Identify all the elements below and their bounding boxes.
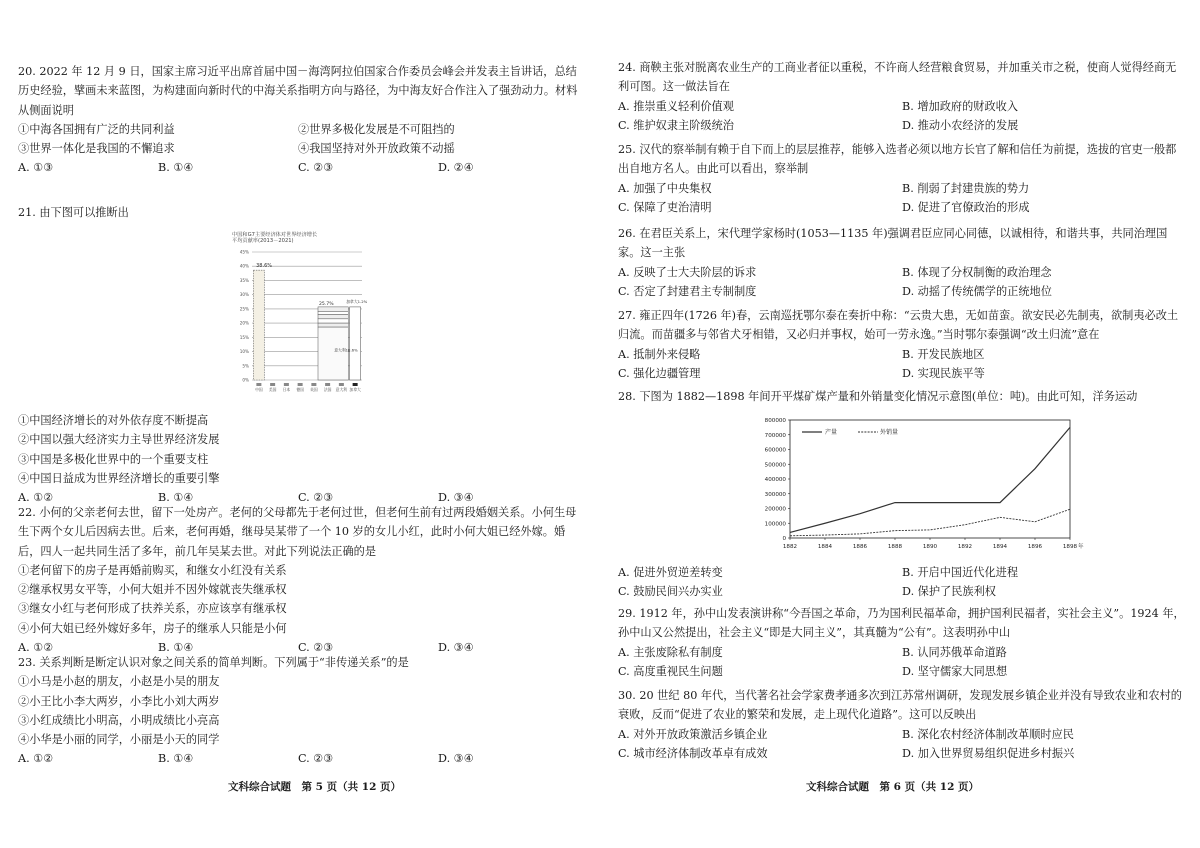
- x-tick-label: 1898: [1062, 544, 1078, 550]
- legend-label: 产量: [825, 429, 838, 436]
- statement-item: ④小华是小丽的同学，小丽是小天的同学: [18, 733, 220, 747]
- answer-option: A. 对外开放政策激活乡镇企业: [618, 727, 768, 741]
- answer-option: B. 深化农村经济体制改革顺时应民: [902, 727, 1074, 741]
- x-tick-label: 美国: [268, 387, 277, 392]
- stacked-segment: [318, 307, 348, 312]
- answer-option: B. ①④: [158, 491, 194, 505]
- y-tick-label: 25%: [239, 306, 249, 312]
- question-23: [18, 653, 578, 769]
- legend-swatch: [325, 383, 330, 386]
- answer-option: C. 高度重视民生问题: [618, 664, 723, 678]
- statement-item: ①中国经济增长的对外依存度不断提高: [18, 414, 209, 427]
- chart-y-ticks: [240, 250, 249, 383]
- answer-option: A. 促进外贸逆差转变: [618, 566, 723, 579]
- stacked-segment: [318, 319, 348, 323]
- question-stem: 30. 20 世纪 80 年代，当代著名社会学家费孝通多次到江苏常州调研，发现发展乡镇企业并没有导致农业和农村的衰败，反而“促进了农业的繁荣和发展，走上现代化道路”。这可以反映出: [618, 689, 1182, 722]
- x-tick-label: 1892: [957, 544, 973, 550]
- legend-swatch: [298, 383, 303, 386]
- answer-option: C. 鼓励民间兴办实业: [618, 585, 723, 599]
- question-28-options: [618, 563, 1186, 602]
- answer-option: A. 推崇重义轻利价值观: [618, 99, 734, 113]
- right-page: [600, 0, 1200, 848]
- chart-y-ticks: [765, 418, 787, 542]
- answer-option: B. ①④: [158, 161, 194, 175]
- question-stem: 20. 2022 年 12 月 9 日，国家主席习近平出席首届中国－海湾阿拉伯国家合作委员会峰会并发表主旨讲话，总结历史经验，擘画未来蓝图，为构建面向新时代的中海关系指明方向与路径，为中海友好合作注入了强劲动力。材料从侧面说明: [18, 65, 578, 117]
- statement-item: ③继女小红与老何形成了扶养关系，亦应该享有继承权: [18, 602, 287, 616]
- answer-option: D. 推动小农经济的发展: [902, 118, 1019, 132]
- x-tick-label: 1882: [782, 544, 798, 550]
- question-22: [18, 503, 578, 657]
- stacked-segment: [318, 323, 348, 327]
- answer-option: C. 强化边疆管理: [618, 366, 701, 380]
- series-line-产量: [790, 427, 1070, 532]
- y-tick-label: 5%: [242, 363, 249, 369]
- statement-item: ②世界多极化发展是不可阻挡的: [298, 122, 455, 136]
- x-tick-label: 1888: [887, 544, 903, 550]
- data-label: 38.6%: [256, 263, 273, 270]
- y-tick-label: 15%: [239, 334, 249, 340]
- statement-list: [18, 120, 578, 159]
- question-stem: 28. 下图为 1882—1898 年间开平煤矿煤产量和外销量变化情况示意图(单位：吨)。由此可知，洋务运动: [618, 390, 1138, 403]
- legend-swatch: [284, 383, 289, 386]
- answer-option: C. 城市经济体制改革卓有成效: [618, 746, 768, 760]
- question-21: [18, 203, 578, 222]
- answer-option: B. ①④: [158, 752, 194, 766]
- legend-swatch: [256, 383, 261, 386]
- question-28: [618, 387, 1186, 406]
- data-label: 意大利18.6%: [334, 347, 358, 353]
- data-label: 25.7%: [319, 301, 334, 307]
- page-footer: 文科综合试题 第 5 页（共 12 页）: [228, 781, 402, 793]
- legend-swatch: [339, 383, 344, 386]
- page-footer: 文科综合试题 第 6 页（共 12 页）: [806, 781, 980, 793]
- x-tick-label: 中国: [255, 387, 263, 392]
- question-stem: 29. 1912 年，孙中山发表演讲称“今吾国之革命，乃为国利民福革命，拥护国利民福者，实社会主义”。1924 年，孙中山又公然提出，社会主义“即是大同主义”，其真髓为“公有”。这表明孙中山: [618, 607, 1185, 640]
- series-line-外销量: [790, 509, 1070, 536]
- question-26: [618, 224, 1186, 301]
- answer-option: D. ③④: [438, 752, 474, 766]
- legend-swatch: [311, 383, 316, 386]
- statement-item: ③世界一体化是我国的不懈追求: [18, 142, 175, 156]
- data-label: 加拿大1.2%: [346, 299, 368, 305]
- answer-option: D. 坚守儒家大同思想: [902, 664, 1008, 678]
- x-tick-label: 1890: [922, 544, 938, 550]
- answer-option: A. ①③: [18, 161, 54, 175]
- question-stem: 26. 在君臣关系上，宋代理学家杨时(1053—1135 年)强调君臣应同心同德，以诚相待，和谐共事，共同治理国家。这一主张: [618, 227, 1168, 260]
- answer-option: C. ②③: [298, 491, 334, 505]
- statement-item: ④小何大姐已经外嫁好多年，房子的继承人只能是小何: [18, 621, 287, 635]
- answer-option: B. ①④: [158, 640, 194, 654]
- legend-swatch: [353, 383, 358, 386]
- answer-options: [618, 643, 1186, 682]
- answer-options: [618, 345, 1186, 384]
- svg-text:平均贡献率(2013－2021): 平均贡献率(2013－2021): [232, 238, 294, 244]
- legend-label: 外销量: [880, 429, 899, 436]
- statement-list: [18, 672, 578, 749]
- statement-item: ④我国坚持对外开放政策不动摇: [298, 142, 455, 156]
- question-stem: 27. 雍正四年(1726 年)春，云南巡抚鄂尔泰在奏折中称：“云贵大患，无如苗蛮。欲安民必先制夷，欲制夷必改土归流。而苗疆多与邻省犬牙相错，又必归并事权，始可一劳永逸。”当时鄂尔泰强调“改土归流”意在: [618, 309, 1179, 342]
- answer-options: [618, 563, 1186, 602]
- x-tick-label: 加拿大: [349, 387, 361, 392]
- answer-option: B. 开启中国近代化进程: [902, 566, 1019, 579]
- question-stem: 21. 由下图可以推断出: [18, 206, 129, 219]
- y-tick-label: 200000: [764, 506, 786, 513]
- statement-item: ③小红成绩比小明高，小明成绩比小亮高: [18, 713, 220, 727]
- answer-option: A. 加强了中央集权: [618, 181, 712, 195]
- answer-options: [618, 263, 1186, 302]
- answer-option: D. 保护了民族利权: [902, 585, 996, 599]
- answer-options: [18, 158, 578, 177]
- statement-item: ②继承权男女平等，小何大姐并不因外嫁就丧失继承权: [18, 583, 287, 597]
- question-stem: 23. 关系判断是断定认识对象之间关系的简单判断。下列属于“非传递关系”的是: [18, 656, 409, 669]
- stacked-segment: [318, 312, 348, 315]
- answer-option: C. 否定了封建君主专制制度: [618, 284, 757, 298]
- x-tick-label: 1884: [817, 544, 833, 550]
- legend-swatch: [270, 383, 275, 386]
- answer-options: [618, 725, 1186, 764]
- chart-legend: [802, 428, 898, 436]
- question-29: [618, 604, 1186, 681]
- question-stem: 25. 汉代的察举制有赖于自下而上的层层推荐，能够入选者必须以地方长官了解和信任为前提，选拔的官吏一般都出自地方名人。由此可以看出，察举制: [618, 143, 1177, 176]
- x-tick-label: 日本: [282, 387, 291, 392]
- statement-item: ②中国以强大经济实力主导世界经济发展: [18, 433, 220, 447]
- bar-加拿大: [350, 307, 361, 380]
- answer-option: D. ②④: [438, 161, 474, 175]
- question-25: [618, 140, 1186, 217]
- answer-option: D. ③④: [438, 640, 474, 654]
- y-tick-label: 0: [782, 536, 786, 542]
- answer-option: D. 加入世界贸易组织促进乡村振兴: [902, 746, 1075, 760]
- answer-option: C. 保障了吏治清明: [618, 200, 712, 214]
- statement-item: ①中海各国拥有广泛的共同利益: [18, 122, 175, 136]
- answer-option: D. ③④: [438, 491, 474, 505]
- chart-x-ticks: [783, 542, 1084, 550]
- answer-option: D. 实现民族平等: [902, 366, 985, 380]
- statement-item: ①老何留下的房子是再婚前购买，和继女小红没有关系: [18, 563, 287, 577]
- y-tick-label: 10%: [239, 349, 249, 355]
- question-21-body: [18, 411, 578, 507]
- y-tick-label: 30%: [239, 292, 249, 298]
- x-tick-label: 德国: [296, 387, 304, 392]
- answer-options: [618, 179, 1186, 218]
- y-tick-label: 600000: [764, 447, 786, 454]
- answer-option: B. 削弱了封建贵族的势力: [902, 181, 1030, 195]
- question-20: [18, 62, 578, 178]
- answer-option: A. ①②: [18, 752, 54, 766]
- answer-option: A. ①②: [18, 491, 54, 505]
- y-tick-label: 700000: [764, 432, 786, 439]
- y-tick-label: 500000: [764, 462, 786, 469]
- chart-x-ticks: [255, 383, 361, 392]
- bar-中国: [253, 270, 264, 380]
- statement-item: ④中国日益成为世界经济增长的重要引擎: [18, 471, 220, 485]
- answer-option: D. 动摇了传统儒学的正统地位: [902, 284, 1052, 298]
- kaiping-coal-line-chart: [740, 410, 1085, 568]
- chart-title: 中国和G7主要经济体对世界经济增长: [232, 232, 318, 238]
- y-tick-label: 0%: [242, 377, 249, 383]
- statement-item: ①小马是小赵的朋友，小赵是小吴的朋友: [18, 675, 220, 689]
- y-tick-label: 45%: [239, 249, 249, 255]
- x-tick-label: 英国: [310, 387, 318, 392]
- answer-option: A. 主张废除私有制度: [618, 645, 723, 659]
- answer-option: B. 体现了分权制衡的政治理念: [902, 265, 1052, 279]
- answer-option: A. 抵制外来侵略: [618, 347, 701, 361]
- answer-option: B. 认同苏俄革命道路: [902, 645, 1007, 659]
- answer-option: B. 增加政府的财政收入: [902, 99, 1019, 113]
- y-tick-label: 35%: [239, 277, 249, 283]
- y-tick-label: 100000: [764, 521, 786, 528]
- plot-frame: [790, 420, 1070, 538]
- chart-series: [790, 427, 1070, 535]
- answer-option: C. ②③: [298, 640, 334, 654]
- answer-option: A. 反映了士大夫阶层的诉求: [618, 265, 757, 279]
- statement-item: ③中国是多极化世界中的一个重要支柱: [18, 452, 209, 466]
- stacked-segment: [318, 327, 348, 380]
- answer-option: D. 促进了官僚政治的形成: [902, 200, 1030, 214]
- stacked-segment: [318, 315, 348, 319]
- x-tick-label: 1894: [992, 544, 1008, 550]
- y-tick-label: 40%: [239, 263, 249, 269]
- answer-options: [618, 97, 1186, 136]
- x-tick-label: 法国: [323, 387, 332, 392]
- question-27: [618, 306, 1186, 383]
- answer-option: C. 维护奴隶主阶级统治: [618, 118, 734, 132]
- y-tick-label: 20%: [239, 320, 249, 326]
- statement-list: [18, 561, 578, 638]
- question-stem: 22. 小何的父亲老何去世，留下一处房产。老何的父母都先于老何过世，但老何生前有过两段婚姻关系。小何生母生下两个女儿后因病去世。后来，老何再婚，继母吴某带了一个 10 岁的女儿小红，此时小何大姐已经外嫁。婚后，四人一起共同生活了多年，前几年吴某去世。对此下列说法正确的是: [18, 506, 577, 558]
- answer-options: [18, 749, 578, 768]
- question-stem: 24. 商鞅主张对脱离农业生产的工商业者征以重税，不许商人经营粮食贸易，并加重关市之税，使商人觉得经商无利可图。这一做法旨在: [618, 61, 1177, 94]
- answer-option: A. ①②: [18, 640, 54, 654]
- question-30: [618, 686, 1186, 763]
- contribution-bar-chart: [230, 230, 370, 400]
- answer-option: B. 开发民族地区: [902, 347, 985, 361]
- answer-option: C. ②③: [298, 752, 334, 766]
- statement-list: [18, 411, 578, 488]
- answer-option: C. ②③: [298, 161, 334, 175]
- y-tick-label: 400000: [764, 477, 786, 483]
- x-tick-label: 1896: [1027, 544, 1043, 550]
- x-tick-label: 1886: [852, 544, 868, 550]
- x-axis-label: 年: [1078, 544, 1084, 550]
- y-tick-label: 300000: [764, 491, 786, 498]
- y-tick-label: 800000: [764, 418, 786, 424]
- statement-item: ②小王比小李大两岁，小李比小刘大两岁: [18, 694, 220, 708]
- question-24: [618, 58, 1186, 135]
- x-tick-label: 意大利: [335, 387, 348, 392]
